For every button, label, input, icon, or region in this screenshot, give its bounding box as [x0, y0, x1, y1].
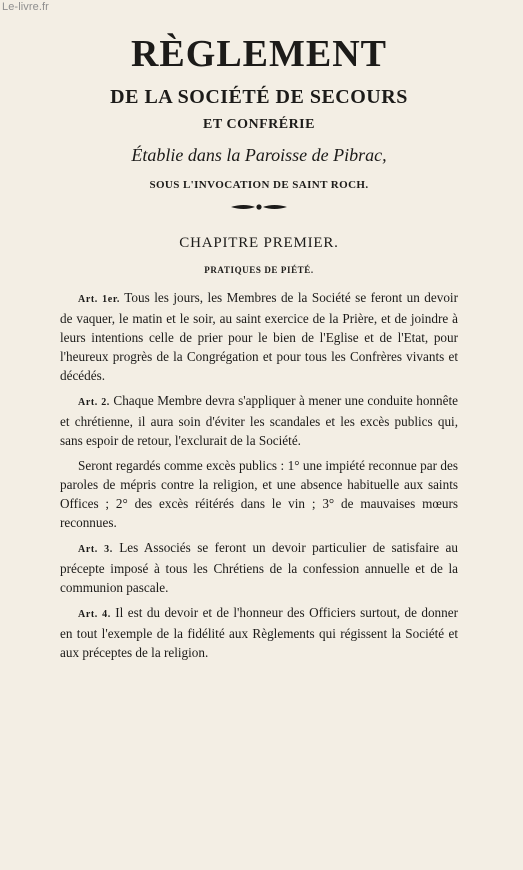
- article-text: Chaque Membre devra s'appliquer à mener une conduite honnête et chrétienne, il aura soin d'éviter les scandales et les excès publics qui, sans espoir de retour, l'exclurait de la Société.: [60, 393, 458, 448]
- article-text: Les Associés se feront un devoir particulier de satisfaire au précepte imposé à tous les Chrétiens de la confession annuelle et de la communion pascale.: [60, 540, 458, 595]
- article-label: Art. 1er.: [78, 294, 121, 305]
- article-label: Art. 2.: [78, 397, 110, 408]
- ornament-divider-icon: [229, 202, 289, 212]
- invocation-line: SOUS L'INVOCATION DE SAINT ROCH.: [149, 179, 369, 191]
- article-3: [60, 538, 458, 597]
- article-1: [60, 288, 458, 385]
- chapter-title: CHAPITRE PREMIER.: [179, 235, 339, 251]
- article-text: Tous les jours, les Membres de la Société se feront un devoir de vaquer, le matin et le soir, au saint exercice de la Prière, et de joindre à leurs intentions celle de prier pour le bien de l'Eglise et de l'Etat, pour l'heureux progrès de la Congrégation et pour tous les Confrères vivants et décédés.: [60, 290, 458, 383]
- document-subtitle-confrerie: ET CONFRÉRIE: [203, 117, 315, 132]
- document-content: [60, 32, 458, 662]
- section-title: PRATIQUES DE PIÉTÉ.: [204, 265, 314, 275]
- article-2-continuation: [60, 456, 458, 532]
- article-text: Il est du devoir et de l'honneur des Officiers surtout, de donner en tout l'exemple de la fidélité aux Règlements qui régissent la Société et aux préceptes de la religion.: [60, 605, 458, 660]
- article-label: Art. 3.: [78, 544, 113, 555]
- watermark-text: Le-livre.fr: [2, 1, 49, 13]
- document-title: RÈGLEMENT: [130, 33, 388, 75]
- article-2: [60, 391, 458, 450]
- article-text: Seront regardés comme excès publics : 1° une impiété reconnue par des paroles de mépris contre la religion, et une absence habituelle aux saints Offices ; 2° des excès réitérés dans le vin ; 3° de mauvaises mœurs reconnues.: [60, 458, 458, 530]
- article-label: Art. 4.: [78, 609, 111, 620]
- document-subtitle: DE LA SOCIÉTÉ DE SECOURS: [110, 86, 408, 108]
- article-4: [60, 603, 458, 662]
- established-line: Établie dans la Paroisse de Pibrac,: [131, 145, 387, 165]
